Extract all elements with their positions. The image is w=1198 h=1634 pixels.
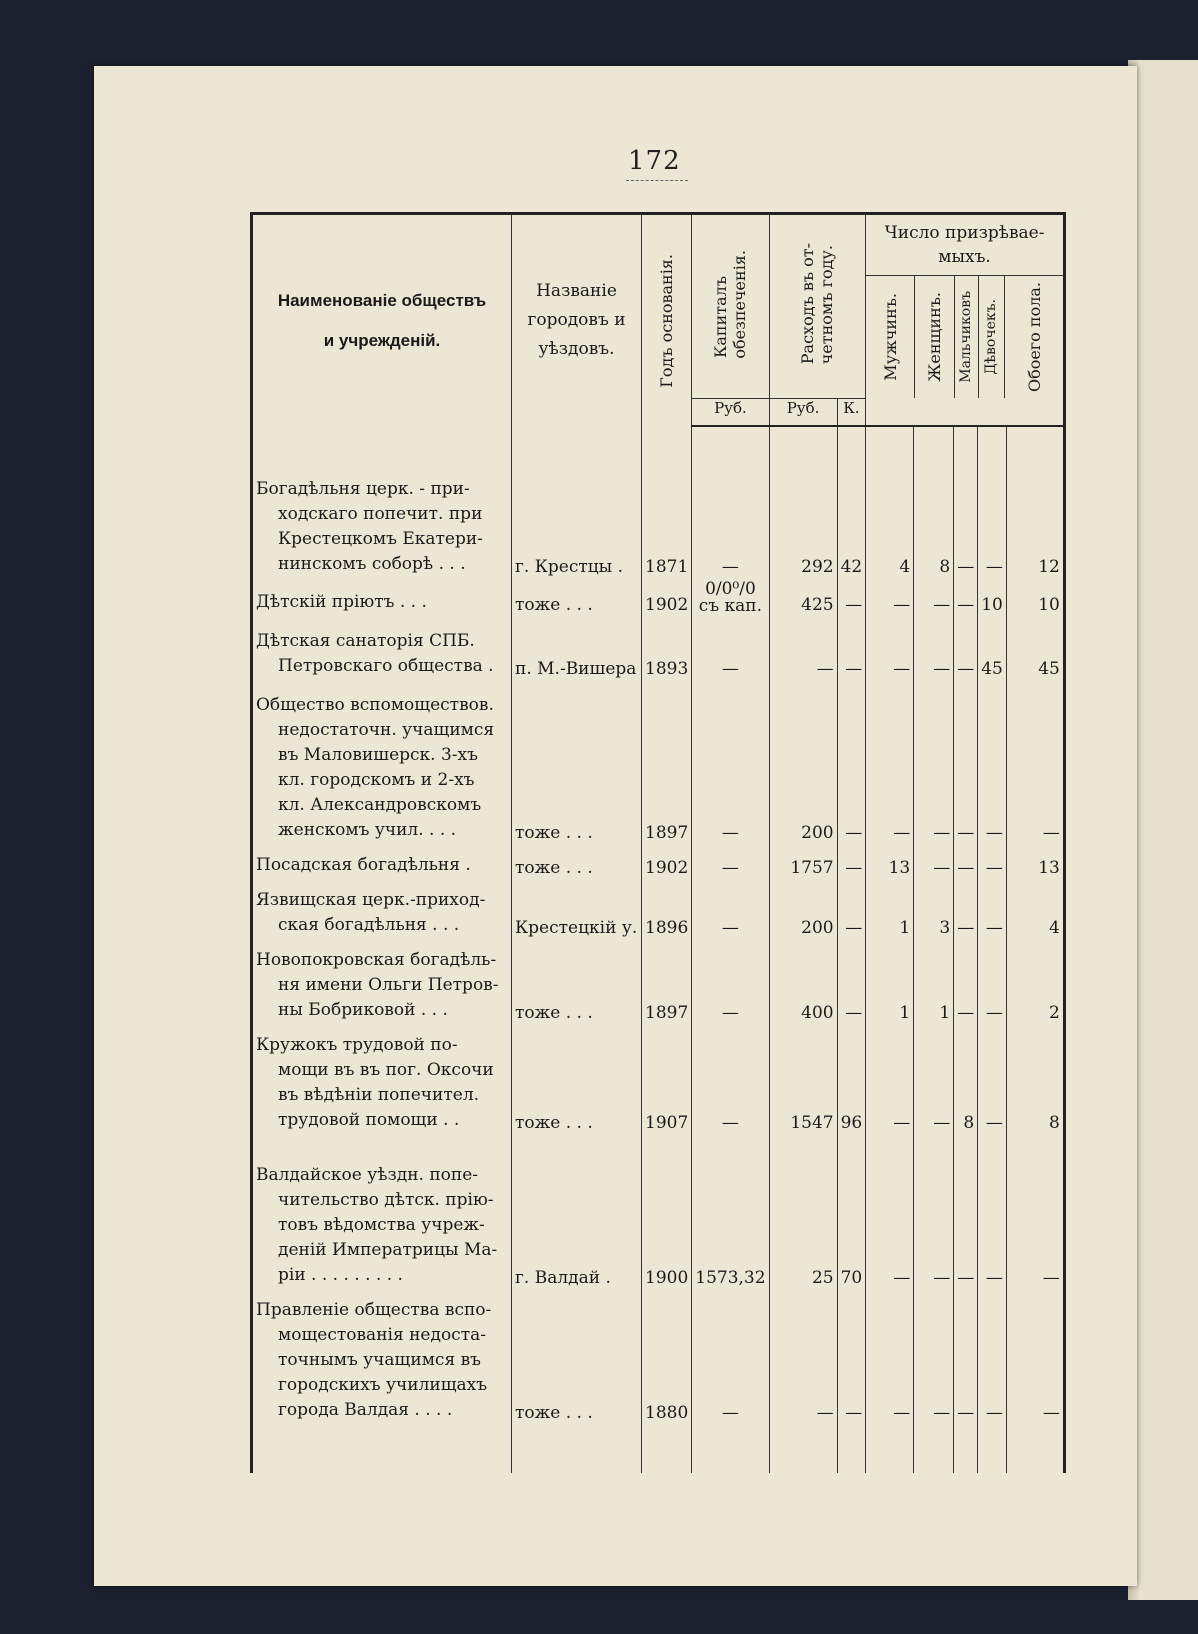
boys-cell: —: [954, 581, 978, 619]
table-row: [252, 1027, 1065, 1137]
both-cell: 12: [1006, 477, 1064, 581]
expense-rub-cell: —: [769, 619, 837, 683]
capital-cell: —: [692, 942, 769, 1027]
year-cell: 1902: [642, 581, 692, 619]
header-name-line2: и учрежденій.: [323, 330, 441, 350]
institution-name-line: въ Маловишерск. 3-хъ: [278, 745, 478, 765]
both-cell: 8: [1006, 1027, 1064, 1137]
expense-rub-cell: 292: [769, 477, 837, 581]
capital-cell: 0/0⁰/0 съ кап.: [692, 581, 769, 619]
women-cell: —: [914, 1027, 954, 1137]
boys-cell: —: [954, 847, 978, 882]
page-number: 172: [628, 146, 681, 176]
header-women-label: Женщинъ.: [924, 292, 944, 382]
institution-name-line: нинскомъ соборѣ . . .: [278, 554, 466, 574]
women-cell: —: [914, 619, 954, 683]
table-row: [252, 1137, 1065, 1292]
boys-cell: —: [954, 619, 978, 683]
city-cell: г. Валдай .: [512, 1137, 642, 1292]
boys-cell: —: [954, 1137, 978, 1292]
city-cell: тоже . . .: [512, 847, 642, 882]
expense-rub-cell: 425: [769, 581, 837, 619]
institution-name-line: трудовой помощи . .: [278, 1110, 460, 1130]
table-row: [252, 581, 1065, 619]
girls-cell: —: [978, 1292, 1007, 1427]
institution-name-line: ская богадѣльня . . .: [278, 915, 460, 935]
institution-name-line: Дѣтскій пріютъ . . .: [256, 592, 427, 612]
capital-cell: —: [692, 683, 769, 847]
year-cell: 1897: [642, 942, 692, 1027]
year-cell: 1907: [642, 1027, 692, 1137]
institution-name-line: въ вѣдѣніи попечител.: [278, 1085, 480, 1105]
unit-rub-label: Руб.: [770, 398, 837, 425]
men-cell: 1: [866, 942, 914, 1027]
institution-name-line: города Валдая . . . .: [278, 1400, 453, 1420]
capital-cell: —: [692, 1027, 769, 1137]
bottom-spacer-row: [252, 1427, 1065, 1473]
expense-kop-cell: 96: [837, 1027, 866, 1137]
both-cell: 4: [1006, 882, 1064, 942]
expense-kop-cell: 42: [837, 477, 866, 581]
header-city-line2: городовъ и: [527, 310, 626, 330]
institution-name-line: товъ вѣдомства учреж-: [278, 1215, 485, 1235]
header-women: [914, 276, 954, 399]
institution-name-line: ня имени Ольги Петров-: [278, 975, 499, 995]
institution-name-line: Правленіе общества вспо-: [256, 1300, 492, 1320]
institution-name: [252, 847, 512, 882]
header-group-line1: Число призрѣвае-: [884, 223, 1045, 243]
girls-cell: —: [978, 477, 1007, 581]
girls-cell: —: [978, 1027, 1007, 1137]
men-cell: —: [866, 1027, 914, 1137]
city-cell: Крестецкій у.: [512, 882, 642, 942]
women-cell: 3: [914, 882, 954, 942]
expense-rub-cell: 200: [769, 683, 837, 847]
girls-cell: —: [978, 847, 1007, 882]
header-expense: [769, 214, 866, 399]
institution-name: [252, 882, 512, 942]
table-row: [252, 882, 1065, 942]
year-cell: 1897: [642, 683, 692, 847]
unit-rub: [769, 398, 837, 426]
institution-name-line: Посадская богадѣльня .: [256, 855, 471, 875]
city-cell: тоже . . .: [512, 581, 642, 619]
expense-rub-cell: 25: [769, 1137, 837, 1292]
page-number-ornament: [626, 180, 688, 182]
city-cell: тоже . . .: [512, 683, 642, 847]
institution-name-line: мощи въ въ пог. Оксочи: [278, 1060, 494, 1080]
header-boys: [955, 276, 979, 399]
expense-kop-cell: —: [837, 882, 866, 942]
capital-cell: —: [692, 882, 769, 942]
women-cell: —: [914, 1292, 954, 1427]
men-cell: —: [866, 1137, 914, 1292]
girls-cell: —: [978, 942, 1007, 1027]
institution-name-line: Богадѣльня церк. - при-: [256, 479, 470, 499]
institution-name-line: Петровскаго общества .: [278, 656, 494, 676]
top-spacer-row: [252, 426, 1065, 477]
year-cell: 1880: [642, 1292, 692, 1427]
institution-name-line: Общество вспомоществов.: [256, 695, 494, 715]
institution-name-line: Дѣтская санаторія СПБ.: [256, 631, 475, 651]
table-row: [252, 942, 1065, 1027]
capital-cell: —: [692, 847, 769, 882]
header-year: [642, 214, 692, 427]
header-girls-label: Дѣвочекъ.: [983, 299, 1000, 375]
capital-cell: 1573,32: [692, 1137, 769, 1292]
city-cell: тоже . . .: [512, 1292, 642, 1427]
women-cell: —: [914, 1137, 954, 1292]
header-city-line3: уѣздовъ.: [538, 339, 615, 359]
institution-name: [252, 1292, 512, 1427]
institution-name: [252, 1027, 512, 1137]
header-girls: [979, 276, 1005, 399]
table-row: [252, 1292, 1065, 1427]
header-expense-line1: Расходъ въ от-: [798, 243, 818, 365]
men-cell: —: [866, 581, 914, 619]
institutions-table: [250, 212, 1066, 1473]
institution-name-line: Крестецкомъ Екатери-: [278, 529, 483, 549]
institution-name-line: женскомъ учил. . . .: [278, 820, 457, 840]
capital-cell: —: [692, 1292, 769, 1427]
next-page-edge: [1140, 60, 1198, 1600]
boys-cell: —: [954, 477, 978, 581]
unit-kop-label: К.: [838, 398, 866, 425]
expense-rub-cell: 1547: [769, 1027, 837, 1137]
expense-rub-cell: 1757: [769, 847, 837, 882]
men-cell: —: [866, 683, 914, 847]
women-cell: 8: [914, 477, 954, 581]
expense-kop-cell: —: [837, 847, 866, 882]
boys-cell: —: [954, 882, 978, 942]
both-cell: 10: [1006, 581, 1064, 619]
header-name-line1: Наименованіе обществъ: [277, 290, 487, 310]
institution-name: [252, 477, 512, 581]
boys-cell: —: [954, 683, 978, 847]
both-cell: —: [1006, 1292, 1064, 1427]
capital-cell: —: [692, 619, 769, 683]
header-inmates-subtable: [866, 275, 1063, 398]
expense-rub-cell: 200: [769, 882, 837, 942]
table-body: [252, 426, 1065, 1473]
institution-name-line: Валдайское уѣздн. попе-: [256, 1165, 479, 1185]
year-cell: 1893: [642, 619, 692, 683]
institution-name-line: недостаточн. учащимся: [278, 720, 495, 740]
capital-cell: —: [692, 477, 769, 581]
header-capital-line2: обезпеченія.: [730, 249, 750, 359]
institution-name-line: ходскаго попечит. при: [278, 504, 483, 524]
girls-cell: 10: [978, 581, 1007, 619]
city-cell: тоже . . .: [512, 942, 642, 1027]
header-men: [866, 276, 914, 399]
expense-kop-cell: —: [837, 581, 866, 619]
both-cell: 13: [1006, 847, 1064, 882]
expense-kop-cell: —: [837, 942, 866, 1027]
expense-kop-cell: —: [837, 619, 866, 683]
year-cell: 1900: [642, 1137, 692, 1292]
women-cell: —: [914, 847, 954, 882]
institution-name: [252, 619, 512, 683]
both-cell: —: [1006, 1137, 1064, 1292]
year-cell: 1871: [642, 477, 692, 581]
girls-cell: —: [978, 1137, 1007, 1292]
year-cell: 1896: [642, 882, 692, 942]
institution-name-line: кл. городскомъ и 2-хъ: [278, 770, 475, 790]
header-year-label: Годъ основанія.: [657, 253, 677, 388]
unit-inmates-blank: [866, 398, 1065, 426]
header-both-label: Обоего пола.: [1024, 281, 1044, 393]
men-cell: —: [866, 619, 914, 683]
both-cell: 45: [1006, 619, 1064, 683]
girls-cell: 45: [978, 619, 1007, 683]
expense-kop-cell: —: [837, 1292, 866, 1427]
expense-rub-cell: —: [769, 1292, 837, 1427]
city-cell: тоже . . .: [512, 1027, 642, 1137]
institution-name-line: кл. Александровскомъ: [278, 795, 482, 815]
both-cell: —: [1006, 683, 1064, 847]
both-cell: 2: [1006, 942, 1064, 1027]
city-cell: г. Крестцы .: [512, 477, 642, 581]
expense-rub-cell: 400: [769, 942, 837, 1027]
men-cell: 13: [866, 847, 914, 882]
institution-name-line: Язвищская церк.-приход-: [256, 890, 486, 910]
boys-cell: —: [954, 942, 978, 1027]
institution-name-line: городскихъ училищахъ: [278, 1375, 488, 1395]
expense-kop-cell: 70: [837, 1137, 866, 1292]
institution-name-line: Кружокъ трудовой по-: [256, 1035, 458, 1055]
unit-kop: [837, 398, 866, 426]
men-cell: 4: [866, 477, 914, 581]
unit-capital: [692, 398, 769, 426]
institution-name: [252, 683, 512, 847]
women-cell: —: [914, 683, 954, 847]
institution-name: [252, 942, 512, 1027]
institution-name-line: ріи . . . . . . . . .: [278, 1265, 403, 1285]
institution-name-line: ны Бобриковой . . .: [278, 1000, 448, 1020]
boys-cell: —: [954, 1292, 978, 1427]
header-expense-line2: четномъ году.: [817, 245, 837, 365]
institution-name-line: чительство дѣтск. прію-: [278, 1190, 494, 1210]
men-cell: —: [866, 1292, 914, 1427]
men-cell: 1: [866, 882, 914, 942]
header-name: [252, 214, 512, 427]
table-row: [252, 683, 1065, 847]
table-row: [252, 847, 1065, 882]
header-capital-line1: Капиталъ: [711, 276, 731, 359]
unit-capital-label: Руб.: [692, 398, 768, 425]
table-row: [252, 619, 1065, 683]
header-boys-label: Мальчиковъ: [958, 291, 975, 383]
header-both: [1005, 276, 1063, 399]
year-cell: 1902: [642, 847, 692, 882]
expense-kop-cell: —: [837, 683, 866, 847]
header-city-line1: Названіе: [536, 281, 617, 301]
institution-name: [252, 1137, 512, 1292]
header-group-line2: мыхъ.: [938, 247, 991, 267]
girls-cell: —: [978, 882, 1007, 942]
header-capital: [692, 214, 769, 399]
header-inmates-group: [866, 214, 1065, 399]
header-city: [512, 214, 642, 427]
institution-name-line: мощестованія недоста-: [278, 1325, 486, 1345]
header-men-label: Мужчинъ.: [880, 293, 900, 381]
boys-cell: 8: [954, 1027, 978, 1137]
institution-name-line: точнымъ учащимся въ: [278, 1350, 481, 1370]
women-cell: 1: [914, 942, 954, 1027]
city-cell: п. М.-Вишера: [512, 619, 642, 683]
institution-name-line: деній Императрицы Ма-: [278, 1240, 498, 1260]
institution-name-line: Новопокровская богадѣль-: [256, 950, 497, 970]
table-row: [252, 477, 1065, 581]
girls-cell: —: [978, 683, 1007, 847]
institution-name: [252, 581, 512, 619]
women-cell: —: [914, 581, 954, 619]
